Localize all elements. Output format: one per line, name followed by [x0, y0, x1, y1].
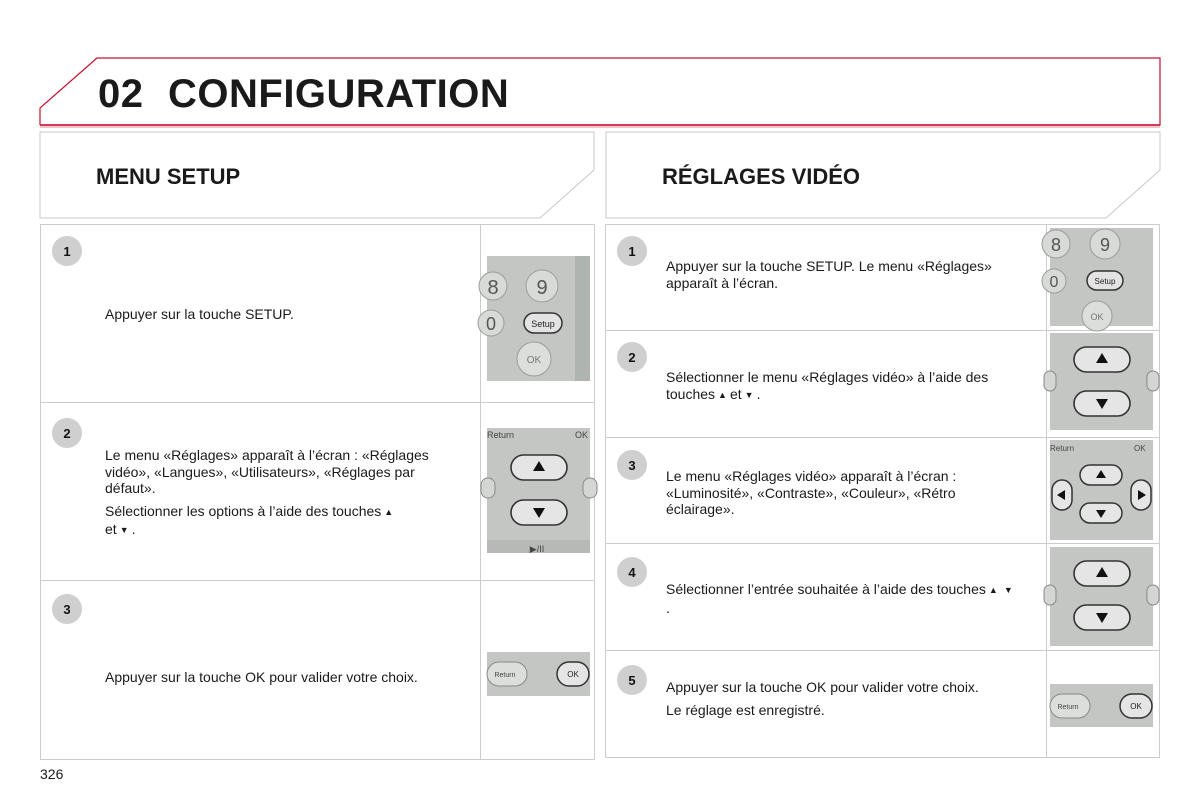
- svg-text:0: 0: [485, 314, 497, 334]
- svg-text:Return: Return: [494, 672, 516, 679]
- remote-setup-photo: [487, 256, 590, 381]
- svg-text:OK: OK: [1134, 444, 1146, 453]
- step-instruction: Appuyer sur la touche SETUP. Le menu «Réglages» apparaît à l’écran.: [666, 258, 992, 291]
- svg-text:Setup: Setup: [1094, 277, 1116, 286]
- remote-ok-photo: [1050, 684, 1153, 727]
- svg-text:OK: OK: [567, 670, 579, 679]
- step-badge: 5: [617, 665, 647, 695]
- arrow-up-icon: ▲: [988, 585, 998, 595]
- svg-text:Return: Return: [1050, 444, 1075, 453]
- svg-text:Return: Return: [1057, 704, 1079, 711]
- svg-text:OK: OK: [526, 355, 542, 366]
- svg-text:8: 8: [1050, 235, 1062, 255]
- chapter-number: 02: [98, 72, 144, 116]
- remote-arrows-photo: [487, 428, 590, 553]
- remote-arrows-photo: [1050, 333, 1153, 430]
- step-badge: 2: [617, 342, 647, 372]
- svg-text:Setup: Setup: [531, 319, 555, 329]
- step-badge: 4: [617, 557, 647, 587]
- left-section-title: MENU SETUP: [96, 164, 241, 189]
- svg-text:OK: OK: [575, 430, 589, 440]
- step-instruction: Le menu «Réglages vidéo» apparaît à l’écran : «Luminosité», «Contraste», «Couleur», «Rétro éclairage».: [666, 468, 957, 517]
- step-badge: 3: [52, 594, 82, 624]
- step-instruction: Appuyer sur la touche SETUP.: [105, 306, 294, 322]
- step-badge: 3: [617, 450, 647, 480]
- svg-text:9: 9: [536, 277, 548, 299]
- arrow-up-icon: ▲: [384, 506, 394, 517]
- remote-arrows-photo: [1050, 547, 1153, 646]
- svg-text:Return: Return: [487, 430, 515, 440]
- step-badge: 1: [52, 236, 82, 266]
- svg-text:▶/II: ▶/II: [529, 544, 545, 554]
- step-instruction: Sélectionner l’entrée souhaitée à l’aide des touches ▲ ▼.: [666, 581, 1013, 616]
- step-instruction: Le menu «Réglages» apparaît à l’écran : «Réglages vidéo», «Langues», «Utilisateurs», «Réglages par défaut». Sélectionner les options à l’aide des touches ▲ et ▼ .: [105, 447, 429, 537]
- right-section-title: RÉGLAGES VIDÉO: [662, 164, 861, 189]
- step-instruction: Sélectionner le menu «Réglages vidéo» à l’aide des touches ▲ et ▼ .: [666, 369, 989, 402]
- remote-dpad-photo: [1050, 440, 1153, 540]
- remote-ok-photo: [487, 652, 590, 696]
- step-badge: 2: [52, 418, 82, 448]
- step-instruction: Appuyer sur la touche OK pour valider votre choix.: [105, 669, 418, 685]
- arrow-up-icon: ▲: [718, 389, 727, 400]
- chapter-title: CONFIGURATION: [168, 72, 510, 116]
- remote-setup-photo: [1050, 228, 1153, 326]
- svg-text:OK: OK: [1090, 312, 1104, 322]
- step-badge: 1: [617, 236, 647, 266]
- svg-text:OK: OK: [1130, 702, 1142, 711]
- svg-text:0: 0: [1049, 274, 1059, 291]
- arrow-down-icon: ▼: [119, 525, 129, 535]
- svg-text:9: 9: [1099, 235, 1111, 255]
- step-instruction: Appuyer sur la touche OK pour valider votre choix. Le réglage est enregistré.: [666, 679, 979, 718]
- arrow-down-icon: ▼: [744, 389, 754, 400]
- svg-text:8: 8: [487, 277, 499, 299]
- page-number: 326: [40, 766, 64, 782]
- arrow-down-icon: ▼: [1003, 585, 1013, 595]
